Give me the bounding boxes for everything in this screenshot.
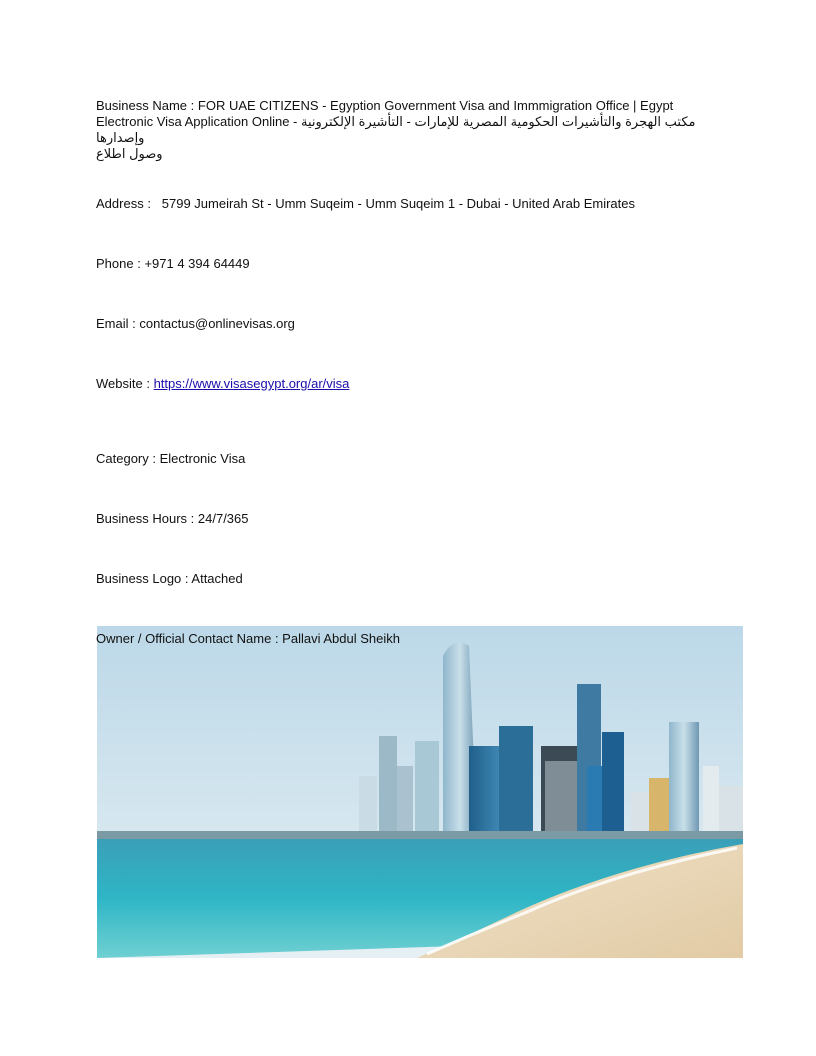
business-name-label: Business Name — [96, 98, 188, 113]
category-separator: : — [148, 451, 160, 466]
business-hours-separator: : — [187, 511, 198, 526]
business-hours-label: Business Hours — [96, 511, 188, 526]
category-value: Electronic Visa — [159, 451, 246, 466]
website-link[interactable]: https://www.visasegypt.org/ar/visa — [153, 376, 350, 391]
email-value: contactus@onlinevisas.org — [139, 316, 295, 331]
email-field — [96, 316, 696, 332]
phone-field — [96, 256, 696, 272]
email-label: Email — [96, 316, 129, 331]
phone-label: Phone — [96, 256, 134, 271]
owner-contact-field — [96, 631, 696, 647]
address-label: Address — [96, 196, 144, 211]
website-label: Website — [96, 376, 143, 391]
phone-separator: : — [133, 256, 145, 271]
category-label: Category — [96, 451, 149, 466]
category-field — [96, 451, 696, 467]
owner-contact-label: Owner / Official Contact Name — [96, 631, 272, 646]
business-name-value-line1: FOR UAE CITIZENS - Egyption Government Visa and Immmigration Office | Egypt — [197, 98, 674, 113]
phone-value: +971 4 394 64449 — [144, 256, 250, 271]
owner-contact-value: Pallavi Abdul Sheikh — [282, 631, 400, 646]
business-name-value-arabic-tail: وصول اطلاع — [96, 146, 163, 161]
business-logo-value: Attached — [191, 571, 243, 586]
address-value: 5799 Jumeirah St - Umm Suqeim - Umm Suqeim 1 - Dubai - United Arab Emirates — [161, 196, 635, 211]
business-hours-value: 24/7/365 — [197, 511, 249, 526]
business-name-value-arabic: مكتب الهجرة والتأشيرات الحكومية المصرية للإمارات - التأشيرة الإلكترونية وإصدارها — [96, 114, 696, 145]
website-separator: : — [142, 376, 154, 391]
business-hours-field — [96, 511, 696, 527]
business-logo-field — [96, 571, 696, 587]
email-separator: : — [128, 316, 140, 331]
owner-contact-separator: : — [271, 631, 283, 646]
website-field — [96, 376, 696, 392]
business-logo-separator: : — [181, 571, 192, 586]
business-name-value-line2: Electronic Visa Application Online - — [96, 114, 301, 129]
business-name-field — [96, 98, 696, 162]
abu-dhabi-skyline-photo — [97, 626, 743, 958]
address-separator: : — [143, 196, 162, 211]
business-logo-label: Business Logo — [96, 571, 182, 586]
business-name-separator: : — [187, 98, 198, 113]
address-field — [96, 196, 696, 212]
